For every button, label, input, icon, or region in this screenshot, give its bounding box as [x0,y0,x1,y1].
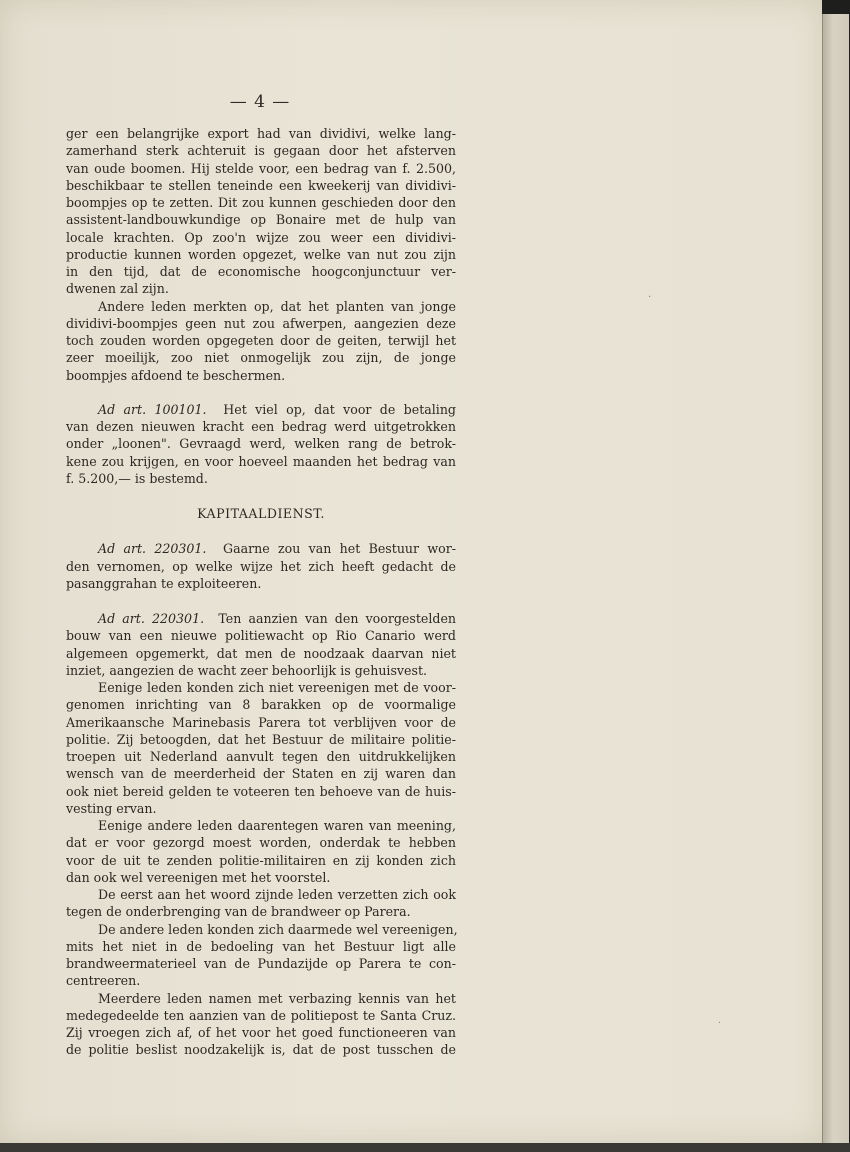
text-line: inziet, aangezien de wacht zeer behoorlijk is gehuisvest. [66,662,428,678]
paragraph [66,990,456,1059]
text-line: f. 5.200,— is bestemd. [66,470,208,486]
text-line [66,610,456,627]
text-line: Eenige leden konden zich niet vereenigen met de voor- [98,680,456,695]
text-line: den vernomen, op welke wijze het zich heeft gedacht de [66,558,456,574]
text-line: assistent-landbouwkundige op Bonaire met de hulp van [66,212,456,228]
text-line: in den tijd, dat de economische hoogconjunctuur ver- [66,264,456,279]
text-line: Zij vroegen zich af, of het voor het goed functioneeren van [66,1025,456,1040]
text-line: Andere leden merkten op, dat het planten van jonge [98,298,456,314]
text-fragment: Gaarne zou van het Bestuur wor- [223,541,456,557]
paragraph-gap [66,487,456,505]
paragraph-gap [66,384,456,401]
text-line: centreeren. [66,973,141,989]
stray-mark: · [648,292,652,303]
paragraph [66,298,456,384]
text-line: van oude boomen. Hij stelde voor, een bedrag van f. 2.500, [66,160,456,176]
paragraph [66,125,456,298]
text-line: vesting ervan. [66,800,157,816]
paragraph [66,610,456,679]
text-line: Meerdere leden namen met verbazing kennis van het [98,990,456,1006]
text-line: tegen de onderbrenging van de brandweer op Parera. [66,904,411,920]
text-line: voor de uit te zenden politie-militairen en zij konden zich [66,852,456,868]
text-fragment: Ten aanzien van den voorgestelden [218,611,457,626]
text-line: boompjes afdoend te beschermen. [66,367,286,383]
article-reference: Ad art. 100101. [98,401,207,417]
text-line: boompjes op te zetten. Dit zou kunnen geschieden door den [66,195,456,210]
text-line: politie. Zij betoogden, dat het Bestuur de militaire politie- [66,731,456,747]
next-page-edge [822,14,849,1143]
text-line [66,401,456,418]
text-line: wensch van de meerderheid der Staten en zij waren dan [66,766,456,782]
text-line: de politie beslist noodzakelijk is, dat de post tusschen de [66,1042,456,1058]
text-line: bouw van een nieuwe politiewacht op Rio Canario werd [66,628,456,644]
paragraph [66,679,456,817]
text-line: De eerst aan het woord zijnde leden verzetten zich ook [98,887,456,902]
text-line: medegedeelde ten aanzien van de politiepost te Santa Cruz. [66,1007,456,1023]
text-line: van dezen nieuwen kracht een bedrag werd uitgetrokken [66,419,456,434]
text-line [66,540,456,557]
page-number: — 4 — [229,92,291,112]
paragraph-gap [66,522,456,540]
text-line: dat er voor gezorgd moest worden, onderdak te hebben [66,835,456,851]
scanner-bottom-strip [0,1143,850,1152]
text-line: De andere leden konden zich daarmede wel vereenigen, [98,921,458,937]
article-reference: Ad art. 220301. [98,611,205,626]
text-line: productie kunnen worden opgezet, welke van nut zou zijn [66,246,456,262]
text-line: toch zouden worden opgegeten door de geiten, terwijl het [66,333,456,348]
text-line: Amerikaansche Marinebasis Parera tot verblijven voor de [66,714,456,730]
paragraph-gap [66,592,456,610]
text-line: ger een belangrijke export had van dividivi, welke lang- [66,126,456,141]
text-line: locale krachten. Op zoo'n wijze zou weer een dividivi- [66,229,456,245]
text-line: zeer moeilijk, zoo niet onmogelijk zou zijn, de jonge [66,350,456,366]
text-line: ook niet bereid gelden te voteeren ten behoeve van de huis- [66,783,456,799]
text-line: brandweermaterieel van de Pundazijde op Parera te con- [66,956,456,971]
text-line: zamerhand sterk achteruit is gegaan door het afsterven [66,143,456,159]
text-line: dividivi-boompjes geen nut zou afwerpen, aangezien deze [66,315,456,331]
paragraph [66,886,456,921]
text-line: dan ook wel vereenigen met het voorstel. [66,869,331,885]
stray-mark: · [718,1018,722,1029]
text-line: Eenige andere leden daarentegen waren van meening, [98,818,456,833]
text-line: troepen uit Nederland aanvult tegen den uitdrukkelijken [66,749,456,764]
text-line: mits het niet in de bedoeling van het Bestuur ligt alle [66,938,456,954]
text-line: onder „loonen". Gevraagd werd, welken rang de betrok- [66,436,456,452]
text-line: algemeen opgemerkt, dat men de noodzaak daarvan niet [66,645,456,661]
section-heading: KAPITAALDIENST. [197,506,325,521]
text-line: kene zou krijgen, en voor hoeveel maanden het bedrag van [66,453,456,469]
article-reference: Ad art. 220301. [98,541,207,557]
paragraph [66,540,456,592]
text-line: pasanggrahan te exploiteeren. [66,575,262,591]
text-line: genomen inrichting van 8 barakken op de voormalige [66,697,456,713]
paragraph [66,401,456,487]
text-fragment: Het viel op, dat voor de betaling [223,401,456,417]
text-line: beschikbaar te stellen teneinde een kweekerij van dividivi- [66,177,456,193]
paragraph [66,817,456,886]
paragraph [66,921,456,990]
text-line: dwenen zal zijn. [66,281,169,297]
body-text [66,125,456,1059]
